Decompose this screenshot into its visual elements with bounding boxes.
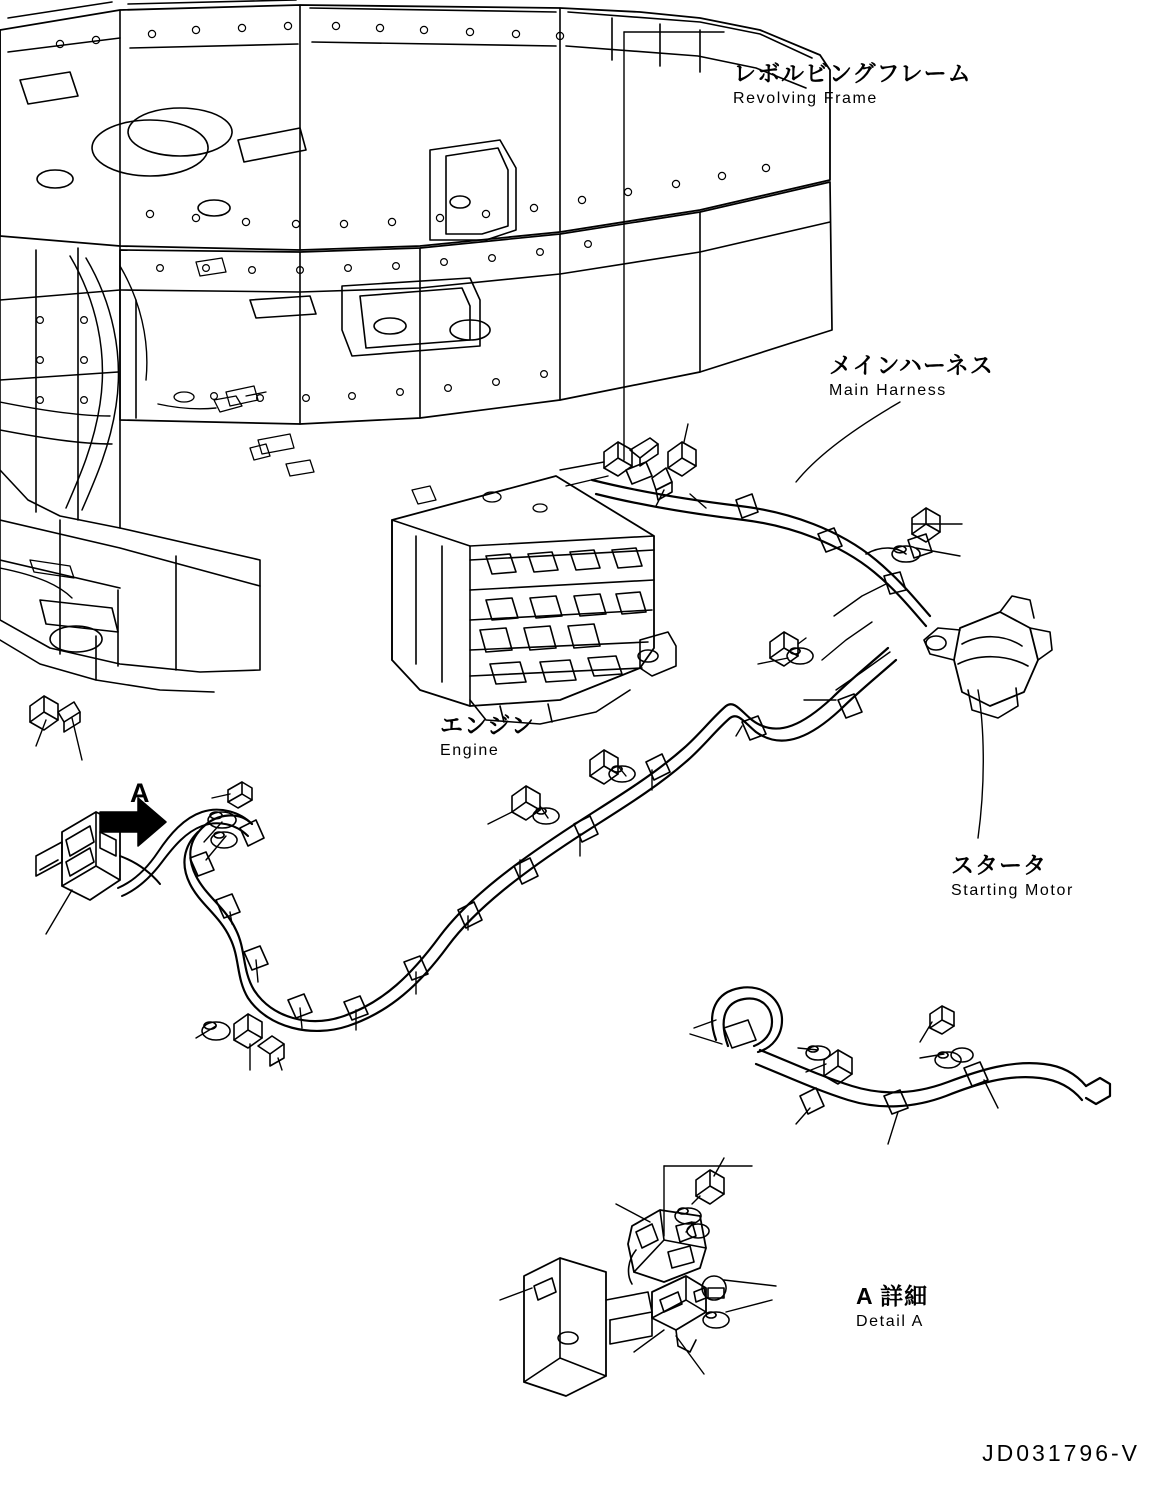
callout-engine-en: Engine xyxy=(440,742,500,760)
harness-clamps xyxy=(190,462,932,1020)
starting-motor xyxy=(924,596,1052,718)
fasteners xyxy=(30,438,973,1328)
detail-a-assembly xyxy=(524,987,1110,1396)
callout-starting-motor-en: Starting Motor xyxy=(951,882,1074,900)
callout-revolving-frame-jp: レボルビングフレーム xyxy=(733,60,972,86)
callout-main-harness-jp: メインハーネス xyxy=(829,352,994,378)
callout-detail-a xyxy=(856,1283,928,1332)
callout-detail-a-en: Detail A xyxy=(856,1313,924,1331)
drawing-number: JD031796-V xyxy=(982,1440,1140,1466)
engine-block xyxy=(392,476,676,724)
callout-revolving-frame xyxy=(733,60,972,109)
callout-engine-jp: エンジン xyxy=(440,712,535,738)
callout-main-harness xyxy=(829,352,994,401)
callout-starting-motor xyxy=(951,852,1074,901)
callout-engine xyxy=(440,712,535,761)
callout-main-harness-en: Main Harness xyxy=(829,382,947,400)
callout-detail-a-jp: A 詳細 xyxy=(856,1283,929,1309)
section-mark-a: A xyxy=(130,778,150,808)
callout-starting-motor-jp: スタータ xyxy=(951,852,1047,878)
callout-revolving-frame-en: Revolving Frame xyxy=(733,90,878,108)
